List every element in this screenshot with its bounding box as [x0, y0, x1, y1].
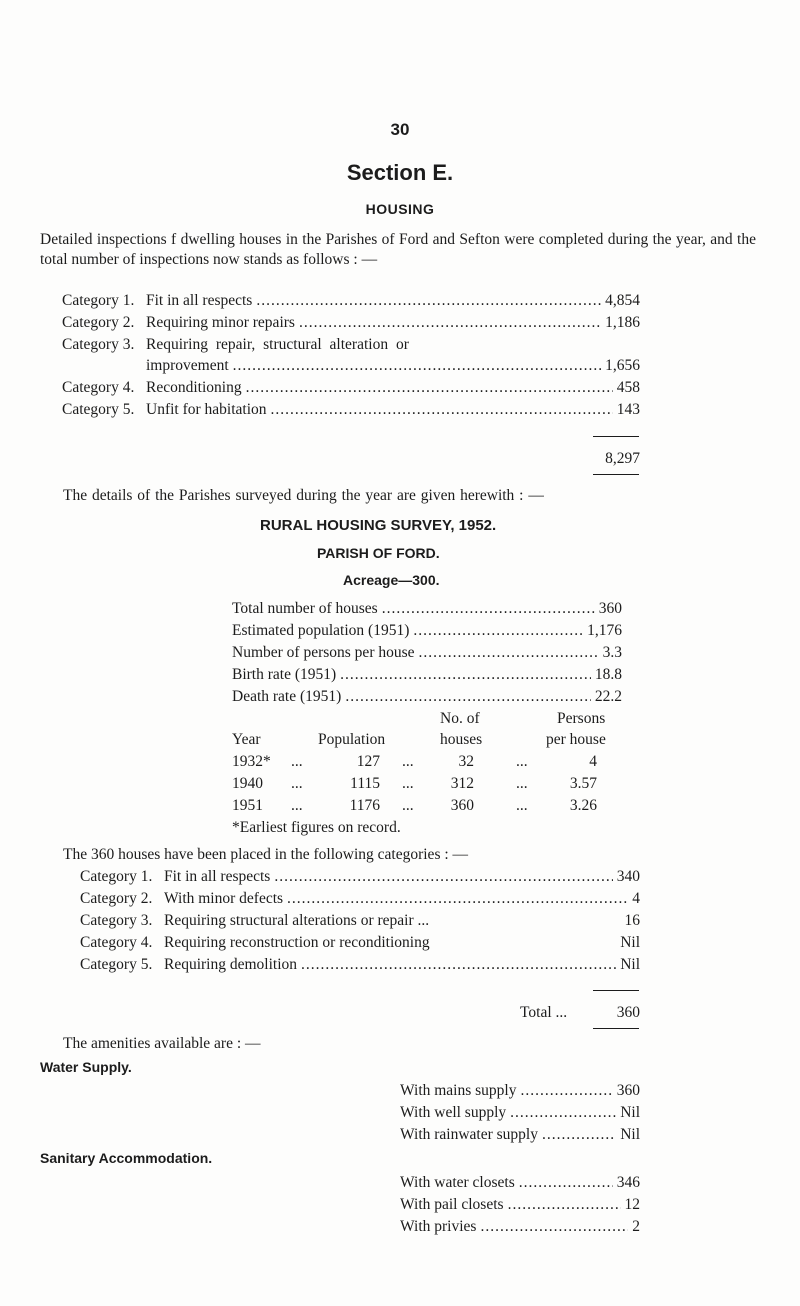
- table-separator: ...: [402, 753, 414, 770]
- table-cell-population: 1176: [349, 797, 380, 814]
- category-row: [80, 868, 640, 886]
- category-label: Category 4.: [62, 379, 135, 396]
- inspections-total: 8,297: [605, 450, 640, 467]
- total-rule-top: [593, 436, 639, 437]
- table-cell-persons: 3.26: [569, 797, 597, 814]
- category-desc: Requiring demolition: [164, 956, 298, 973]
- table-separator: ...: [291, 797, 303, 814]
- table-cell-persons: 4: [589, 753, 597, 770]
- amenity-label: With rainwater supply: [400, 1126, 538, 1143]
- category-row: [80, 956, 640, 974]
- survey-title: RURAL HOUSING SURVEY, 1952.: [260, 517, 497, 534]
- category-value: 143: [616, 401, 640, 418]
- amenity-label: With well supply: [400, 1104, 507, 1121]
- col-header-houses-1: No. of: [440, 710, 480, 727]
- amenity-value: 360: [616, 1082, 640, 1099]
- category-value: 4,854: [605, 292, 640, 309]
- stat-value: 18.8: [594, 666, 622, 683]
- stat-value: 22.2: [594, 688, 622, 705]
- amenity-row: [400, 1218, 640, 1236]
- amenity-label: With water closets: [400, 1174, 515, 1191]
- table-separator: ...: [291, 775, 303, 792]
- amenity-label: With privies: [400, 1218, 477, 1235]
- category-label: Category 3.: [80, 912, 153, 929]
- section-title: Section E.: [346, 160, 454, 185]
- amenity-row: [400, 1104, 640, 1122]
- ford-total-value: 360: [616, 1004, 640, 1021]
- table-cell-year: 1940: [232, 775, 263, 792]
- table-separator: ...: [516, 753, 528, 770]
- category-desc: Requiring minor repairs: [146, 314, 295, 331]
- total-rule-bottom: [593, 474, 639, 475]
- amenity-value: 346: [616, 1174, 640, 1191]
- table-separator: ...: [291, 753, 303, 770]
- category-row: [62, 292, 640, 310]
- category-desc: improvement: [146, 357, 229, 374]
- category-desc: Requiring repair, structural alteration or: [146, 336, 409, 353]
- stat-row: [232, 666, 622, 684]
- col-header-year: Year: [232, 731, 261, 748]
- category-desc: Requiring reconstruction or reconditioning: [164, 934, 430, 951]
- table-cell-population: 1115: [350, 775, 380, 792]
- category-label: Category 3.: [62, 336, 135, 353]
- parish-title: PARISH OF FORD.: [317, 545, 440, 561]
- total-rule-top: [593, 990, 639, 991]
- total-rule-bottom: [593, 1028, 639, 1029]
- category-value: 458: [616, 379, 640, 396]
- table-cell-year: 1951: [232, 797, 263, 814]
- category-row: [62, 314, 640, 332]
- stat-label: Number of persons per house: [232, 644, 415, 661]
- amenity-row: [400, 1126, 640, 1144]
- table-cell-houses: 312: [450, 775, 474, 792]
- category-value: 340: [616, 868, 640, 885]
- col-header-persons-2: per house: [546, 731, 606, 748]
- amenities-paragraph: The amenities available are : —: [63, 1035, 261, 1052]
- category-desc: With minor defects: [164, 890, 284, 907]
- category-value: Nil: [620, 956, 640, 973]
- amenity-value: Nil: [620, 1104, 640, 1121]
- category-label: Category 2.: [80, 890, 153, 907]
- categories-paragraph: The 360 houses have been placed in the following categories : —: [63, 846, 469, 863]
- stat-row: [232, 622, 622, 640]
- table-separator: ...: [516, 775, 528, 792]
- category-value: 4: [632, 890, 640, 907]
- stat-label: Estimated population (1951): [232, 622, 410, 639]
- category-label: Category 5.: [62, 401, 135, 418]
- stat-value: 3.3: [602, 644, 622, 661]
- table-separator: ...: [402, 775, 414, 792]
- water-supply-heading: Water Supply.: [40, 1059, 132, 1075]
- table-cell-houses: 360: [450, 797, 474, 814]
- stat-row: [232, 644, 622, 662]
- amenity-value: 12: [624, 1196, 640, 1213]
- col-header-houses-2: houses: [440, 731, 483, 748]
- stat-row: [232, 600, 622, 618]
- page-number: 30: [390, 120, 410, 139]
- category-label: Category 5.: [80, 956, 153, 973]
- details-paragraph: The details of the Parishes surveyed during the year are given herewith : —: [63, 487, 544, 504]
- category-value: 16: [624, 912, 640, 929]
- stat-row: [232, 688, 622, 706]
- category-desc: Reconditioning: [146, 379, 242, 396]
- category-desc: Unfit for habitation: [146, 401, 267, 418]
- stat-label: Total number of houses: [232, 600, 378, 617]
- ford-total-label: Total ...: [520, 1004, 568, 1021]
- amenity-label: With mains supply: [400, 1082, 517, 1099]
- sanitary-heading: Sanitary Accommodation.: [40, 1150, 213, 1166]
- category-label: Category 1.: [62, 292, 135, 309]
- category-row: [62, 379, 640, 397]
- table-separator: ...: [402, 797, 414, 814]
- category-desc: Requiring structural alterations or repair ...: [164, 912, 430, 929]
- col-header-population: Population: [318, 731, 386, 748]
- stat-label: Death rate (1951): [232, 688, 342, 705]
- intro-paragraph: Detailed inspections f dwelling houses in the Parishes of Ford and Sefton were completed during the year, and the total number of inspections now stands as follows : —: [40, 231, 756, 268]
- table-cell-population: 127: [356, 753, 380, 770]
- category-row-continued: [146, 357, 640, 375]
- category-value: 1,186: [605, 314, 640, 331]
- table-cell-houses: 32: [458, 753, 474, 770]
- category-row: [62, 401, 640, 419]
- category-row: [80, 912, 640, 930]
- table-footnote: *Earliest figures on record.: [232, 819, 401, 836]
- category-label: Category 1.: [80, 868, 153, 885]
- amenity-value: 2: [632, 1218, 640, 1235]
- category-label: Category 4.: [80, 934, 153, 951]
- stat-value: 1,176: [587, 622, 622, 639]
- category-row: [80, 934, 640, 952]
- category-value: 1,656: [605, 357, 640, 374]
- amenity-label: With pail closets: [400, 1196, 504, 1213]
- category-desc: Fit in all respects: [164, 868, 271, 885]
- section-subtitle: HOUSING: [365, 201, 435, 217]
- category-desc: Fit in all respects: [146, 292, 253, 309]
- col-header-persons-1: Persons: [557, 710, 606, 727]
- amenity-row: [400, 1174, 640, 1192]
- stat-label: Birth rate (1951): [232, 666, 337, 683]
- table-cell-persons: 3.57: [569, 775, 597, 792]
- amenity-row: [400, 1196, 640, 1214]
- category-row: [80, 890, 640, 908]
- amenity-row: [400, 1082, 640, 1100]
- table-separator: ...: [516, 797, 528, 814]
- category-value: Nil: [620, 934, 640, 951]
- amenity-value: Nil: [620, 1126, 640, 1143]
- category-row: [62, 336, 640, 354]
- table-cell-year: 1932*: [232, 753, 271, 770]
- stat-value: 360: [598, 600, 622, 617]
- category-label: Category 2.: [62, 314, 135, 331]
- acreage: Acreage—300.: [343, 572, 440, 588]
